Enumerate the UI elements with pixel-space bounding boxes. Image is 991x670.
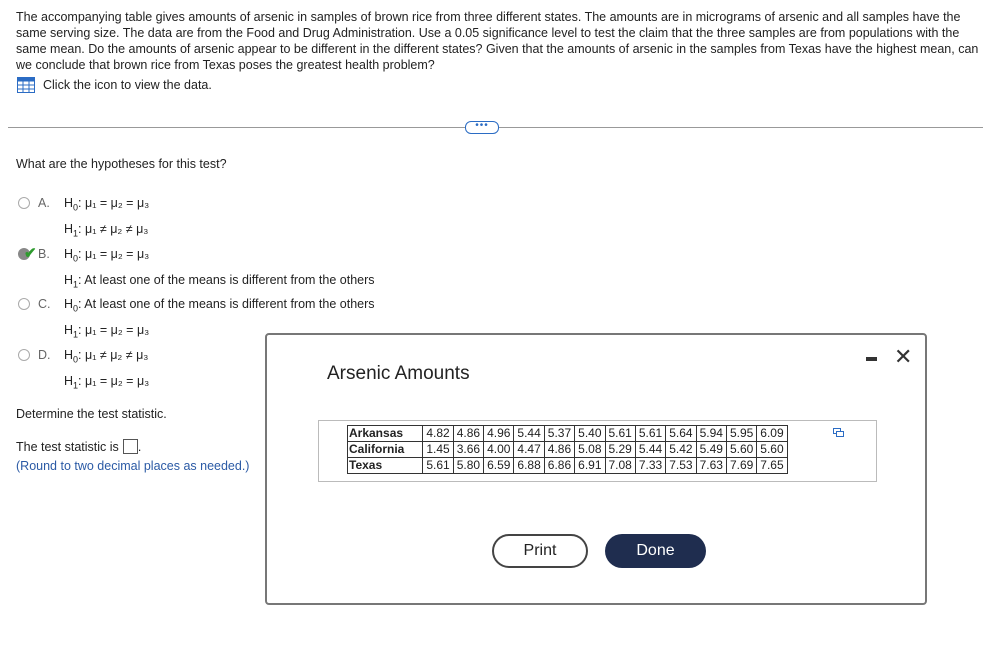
table-cell: 5.08 xyxy=(575,442,605,458)
option-a-h1: $H_1$: μ₁ ≠ μ₂ ≠ μ₃ xyxy=(64,221,149,238)
table-cell: 5.44 xyxy=(635,442,665,458)
option-d-radio[interactable] xyxy=(18,349,30,361)
option-b[interactable] xyxy=(18,246,375,297)
table-cell: 5.95 xyxy=(726,426,756,442)
test-statistic-input[interactable] xyxy=(123,439,138,454)
data-table-container xyxy=(318,420,877,482)
table-cell: 6.91 xyxy=(575,458,605,474)
row-label: Arkansas xyxy=(348,426,423,442)
table-cell: 7.53 xyxy=(666,458,696,474)
test-statistic-label: The test statistic is xyxy=(16,439,119,454)
table-cell: 4.86 xyxy=(544,442,574,458)
table-cell: 3.66 xyxy=(453,442,483,458)
minimize-icon[interactable] xyxy=(864,349,880,363)
table-cell: 6.59 xyxy=(484,458,514,474)
table-cell: 4.00 xyxy=(484,442,514,458)
option-d-h0: $H_0$: μ₁ ≠ μ₂ ≠ μ₃ xyxy=(64,348,149,365)
table-cell: 5.37 xyxy=(544,426,574,442)
option-d[interactable] xyxy=(18,347,149,398)
table-cell: 5.94 xyxy=(696,426,726,442)
option-d-letter: D. xyxy=(38,348,51,362)
test-statistic-period: . xyxy=(137,439,142,454)
table-cell: 7.63 xyxy=(696,458,726,474)
table-cell: 4.86 xyxy=(453,426,483,442)
table-cell: 4.96 xyxy=(484,426,514,442)
table-cell: 5.40 xyxy=(575,426,605,442)
table-cell: 6.86 xyxy=(544,458,574,474)
test-statistic-line xyxy=(16,439,141,454)
table-cell: 7.33 xyxy=(635,458,665,474)
data-modal xyxy=(265,333,927,605)
table-row xyxy=(348,442,788,458)
done-button[interactable]: Done xyxy=(605,534,706,568)
table-cell: 6.88 xyxy=(514,458,544,474)
option-a[interactable] xyxy=(18,195,149,246)
option-b-h1: $H_1$: At least one of the means is different from the others xyxy=(64,272,375,289)
option-b-h0: $H_0$: μ₁ = μ₂ = μ₃ xyxy=(64,247,150,264)
table-cell: 5.29 xyxy=(605,442,635,458)
modal-title: Arsenic Amounts xyxy=(327,363,470,384)
rounding-note: (Round to two decimal places as needed.) xyxy=(16,459,250,473)
data-table-icon[interactable] xyxy=(17,77,35,93)
table-row xyxy=(348,458,788,474)
option-a-radio[interactable] xyxy=(18,197,30,209)
table-cell: 7.69 xyxy=(726,458,756,474)
table-cell: 5.61 xyxy=(605,426,635,442)
option-b-letter: B. xyxy=(38,247,50,261)
table-cell: 7.08 xyxy=(605,458,635,474)
option-c-radio[interactable] xyxy=(18,298,30,310)
test-statistic-heading: Determine the test statistic. xyxy=(16,407,167,421)
problem-statement: The accompanying table gives amounts of arsenic in samples of brown rice from three different states. The amounts are in micrograms of arsenic and all samples have the same serving size. The data are from the Food and Drug Administration. Use a 0.05 significance level to test the claim that the three samples are from populations with the same mean. Do the amounts of arsenic appear to be different in the different states? Given that the amounts of arsenic in the samples from Texas have the highest mean, can we conclude that brown rice from Texas poses the greatest health problem? xyxy=(16,10,979,72)
row-label: California xyxy=(348,442,423,458)
close-icon[interactable]: ✕ xyxy=(894,344,913,369)
table-cell: 5.61 xyxy=(423,458,453,474)
copy-icon[interactable] xyxy=(833,428,844,437)
option-a-h0: $H_0$: μ₁ = μ₂ = μ₃ xyxy=(64,196,150,213)
table-cell: 5.80 xyxy=(453,458,483,474)
print-button[interactable]: Print xyxy=(492,534,588,568)
arsenic-table xyxy=(347,425,788,474)
table-cell: 5.60 xyxy=(757,442,787,458)
table-cell: 6.09 xyxy=(757,426,787,442)
question-prompt: What are the hypotheses for this test? xyxy=(16,157,227,171)
table-cell: 5.42 xyxy=(666,442,696,458)
option-c-h1: $H_1$: μ₁ = μ₂ = μ₃ xyxy=(64,322,150,339)
table-cell: 5.60 xyxy=(726,442,756,458)
table-cell: 5.64 xyxy=(666,426,696,442)
table-row xyxy=(348,426,788,442)
option-a-letter: A. xyxy=(38,196,50,210)
table-cell: 5.49 xyxy=(696,442,726,458)
expand-more-button[interactable]: ••• xyxy=(465,121,499,134)
option-c-letter: C. xyxy=(38,297,51,311)
option-c-h0: $H_0$: At least one of the means is different from the others xyxy=(64,297,375,314)
option-d-h1: $H_1$: μ₁ = μ₂ = μ₃ xyxy=(64,373,150,390)
view-data-label[interactable]: Click the icon to view the data. xyxy=(43,78,212,92)
correct-check-icon: ✔ xyxy=(24,245,37,262)
table-cell: 5.61 xyxy=(635,426,665,442)
table-cell: 5.44 xyxy=(514,426,544,442)
table-cell: 4.47 xyxy=(514,442,544,458)
table-cell: 4.82 xyxy=(423,426,453,442)
table-cell: 7.65 xyxy=(757,458,787,474)
table-cell: 1.45 xyxy=(423,442,453,458)
row-label: Texas xyxy=(348,458,423,474)
view-data-link[interactable] xyxy=(17,77,212,93)
